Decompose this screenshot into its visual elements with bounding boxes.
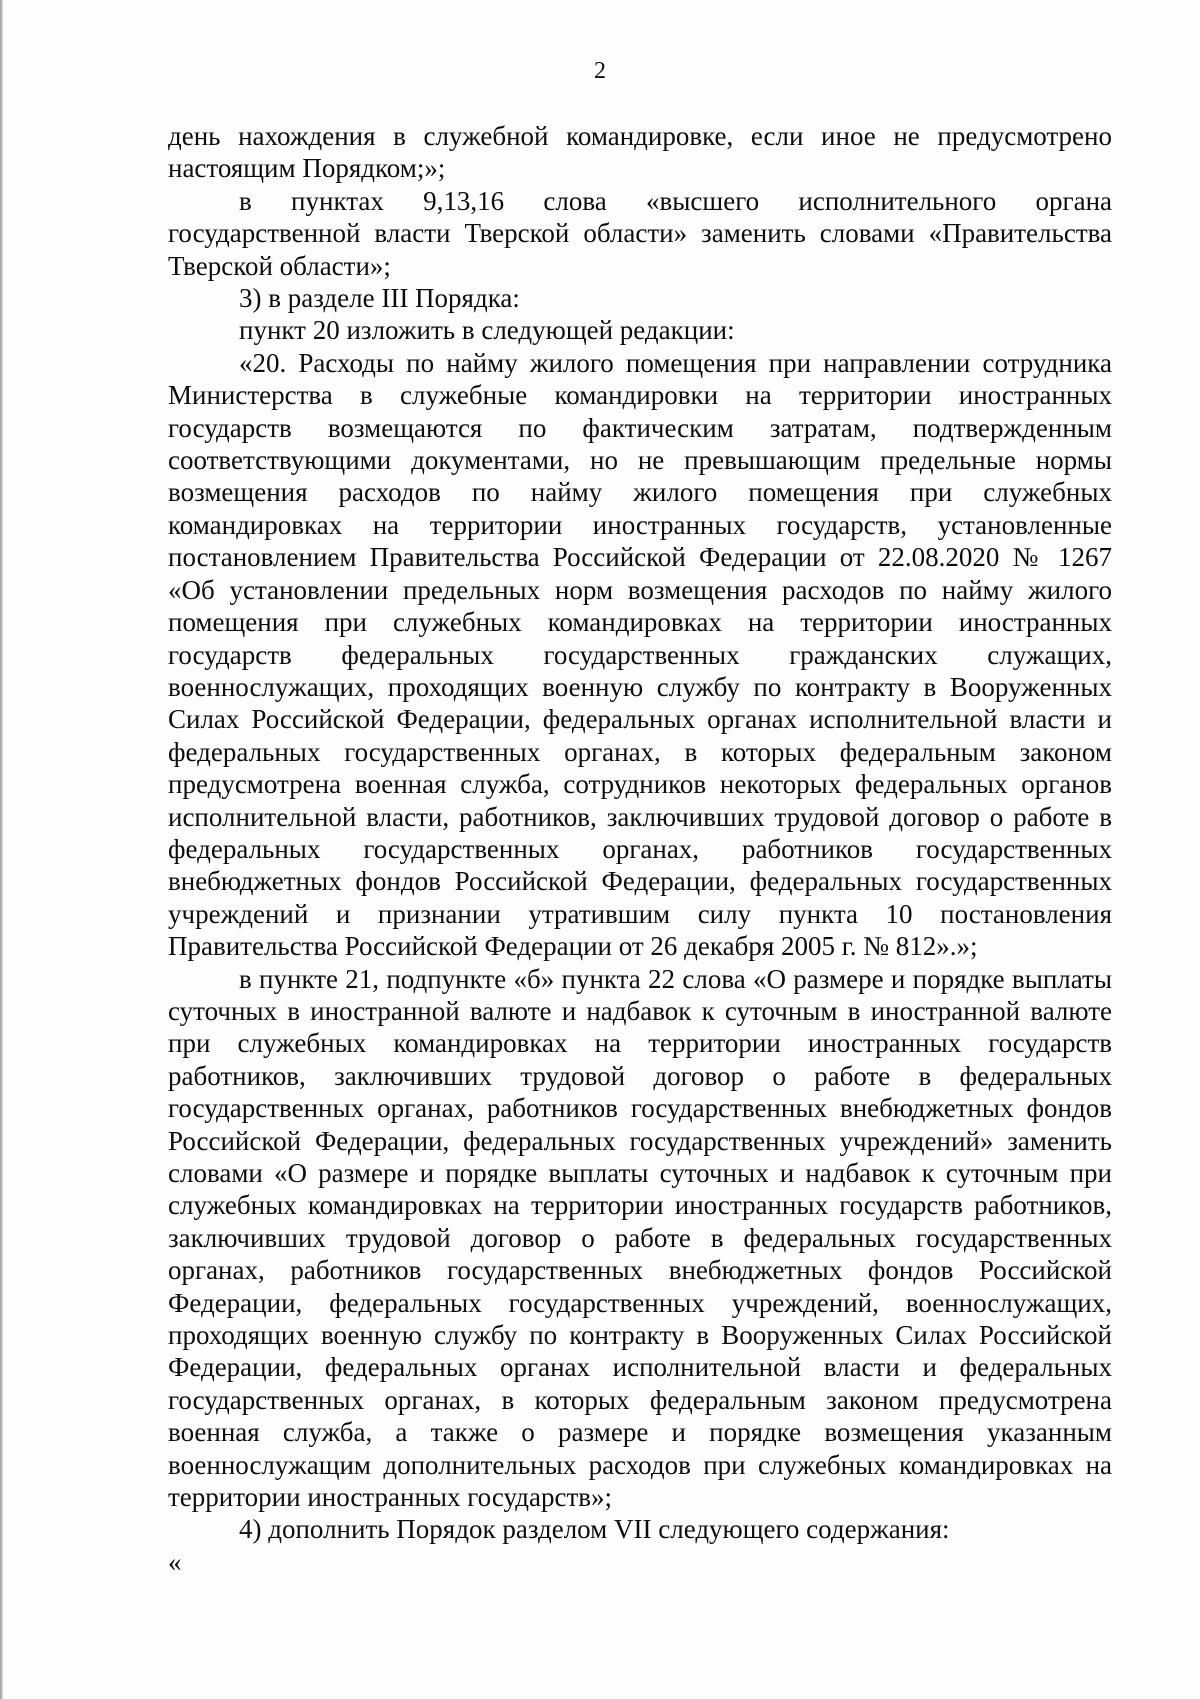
paragraph-section-3: 3) в разделе III Порядка: xyxy=(239,283,520,314)
paragraph-item-20-intro: пункт 20 изложить в следующей редакции: xyxy=(239,315,735,346)
paragraph-item-20-text: «20. Расходы по найму жилого помещения при направлении сотрудника Министерства в служебные командировки на территории иностранных государств возмещаются по фактическим затратам, подтвержденным соответствующими документами, но не превышающим предельные нормы возмещения расходов по найму жилого помещения при служебных командировках на территории иностранных государств, установленные постановлением Правительства Российской Федерации от 22.08.2020 № 1267 «Об установлении предельных норм возмещения расходов по найму жилого помещения при служебных командировках на территории иностранных государств федеральных государственных гражданских служащих, военнослужащих, проходящих военную службу по контракту в Вооруженных Силах Российской Федерации, федеральных органах исполнительной власти и федеральных государственных органах, в которых федеральным законом предусмотрена военная служба, сотрудников некоторых федеральных органов исполнительной власти, работников, заключивших трудовой договор о работе в федеральных государственных органах, работников государственных внебюджетных фондов Российской Федерации, федеральных государственных учреждений и признании утратившим силу пункта 10 постановления Правительства Российской Федерации от 26 декабря 2005 г. № 812».»; xyxy=(168,347,1112,962)
paragraph-items-9-13-16: в пунктах 9,13,16 слова «высшего исполнительного органа государственной власти Тверской области» заменить словами «Правительства Тверской области»; xyxy=(168,185,1112,281)
paragraph-section-4: 4) дополнить Порядок разделом VII следующего содержания: xyxy=(239,1514,950,1545)
paragraph-continuation: день нахождения в служебной командировке, если иное не предусмотрено настоящим Порядком;»; xyxy=(168,121,1112,184)
paragraph-open-quote: « xyxy=(168,1546,182,1577)
scan-edge xyxy=(0,0,3,1699)
document-body xyxy=(168,120,1112,1578)
paragraph-items-21-22: в пункте 21, подпункте «б» пункта 22 слова «О размере и порядке выплаты суточных в иностранной валюте и надбавок к суточным в иностранной валюте при служебных командировках на территории иностранных государств работников, заключивших трудовой договор о работе в федеральных государственных органах, работников государственных внебюджетных фондов Российской Федерации, федеральных государственных учреждений» заменить словами «О размере и порядке выплаты суточных и надбавок к суточным при служебных командировках на территории иностранных государств работников, заключивших трудовой договор о работе в федеральных государственных органах, работников государственных внебюджетных фондов Российской Федерации, федеральных государственных учреждений, военнослужащих, проходящих военную службу по контракту в Вооруженных Силах Российской Федерации, федеральных органах исполнительной власти и федеральных государственных органах, в которых федеральным законом предусмотрена военная служба, а также о размере и порядке возмещения указанным военнослужащим дополнительных расходов при служебных командировках на территории иностранных государств»; xyxy=(168,963,1112,1513)
page-number: 2 xyxy=(594,58,606,84)
